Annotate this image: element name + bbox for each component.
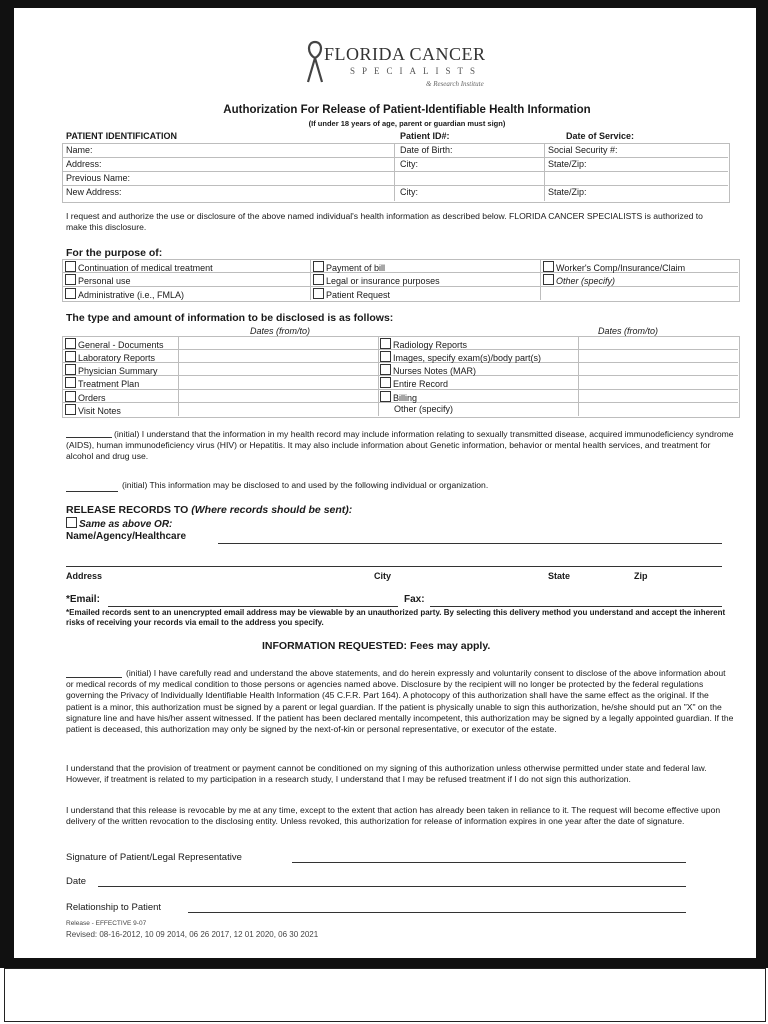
initial-2-statement: (initial) This information may be disclosed to and used by the following individual or organization. — [122, 480, 489, 490]
info-type-header: The type and amount of information to be disclosed is as follows: — [66, 312, 394, 324]
date-input[interactable] — [98, 886, 686, 887]
checkbox[interactable] — [65, 261, 76, 272]
checkbox[interactable] — [65, 351, 76, 362]
form-title: Authorization For Release of Patient-Identifiable Health Information — [223, 104, 591, 116]
release-address-label: Address — [66, 571, 103, 581]
release-city-label: City — [374, 571, 392, 581]
info-physician-summary[interactable]: Physician Summary — [65, 364, 158, 376]
info-laboratory[interactable]: Laboratory Reports — [65, 351, 155, 363]
revised-note: Revised: 08-16-2012, 10 09 2014, 06 26 2017, 12 01 2020, 06 30 2021 — [66, 930, 319, 939]
checkbox[interactable] — [380, 391, 391, 402]
checkbox[interactable] — [66, 517, 77, 528]
relationship-label: Relationship to Patient — [66, 902, 162, 913]
signature-label: Signature of Patient/Legal Representative — [66, 852, 242, 863]
company-logo — [304, 36, 524, 96]
same-as-above-option[interactable]: Same as above OR: — [66, 517, 172, 530]
checkbox[interactable] — [380, 351, 391, 362]
new-address-field[interactable]: New Address: — [66, 187, 122, 197]
info-requested-heading: INFORMATION REQUESTED: Fees may apply. — [262, 640, 491, 652]
checkbox[interactable] — [65, 338, 76, 349]
release-header: RELEASE RECORDS TO (Where records should be sent): — [66, 504, 353, 516]
checkbox[interactable] — [380, 377, 391, 388]
checkbox[interactable] — [65, 274, 76, 285]
address-field[interactable]: Address: — [66, 159, 102, 169]
name-agency-label: Name/Agency/Healthcare — [66, 531, 187, 542]
next-page-edge — [4, 968, 766, 1022]
purpose-personal[interactable]: Personal use — [65, 274, 131, 286]
consent-statement: (initial) I have carefully read and understand the above statements, and do herein expressly and voluntarily consent to disclose of the above information about or medical records of my medical condition to those persons or agencies named above. Disclosure by the recipient will no longer be protected by the federal regulations governing the Privacy of Individually Identifiable Health Information (45 C.F.R. Part 164). A photocopy of this authorization shall have the same effect as the original. If the patient is a minor, this authorization must be signed by a parent or legal guardian. If the patient is physically unable to sign this authorization, he/she should put an "X" on the signature line and have his/her assent witnessed. If the patient has been declared mentally incompetent, this authorization may be signed by a legally appointed guardian. If the patient is deceased, this authorization may only be signed by the next-of-kin or personal representative, or executor of the estate. — [66, 668, 734, 735]
ribbon-icon — [304, 38, 326, 84]
scan-border-bottom — [0, 958, 768, 968]
authorization-statement: I request and authorize the use or disclosure of the above named individual's health information as described below. FLORIDA CANCER SPECIALISTS is authorized to make this disclosure. — [66, 211, 703, 233]
date-of-service-label: Date of Service: — [566, 131, 635, 141]
checkbox[interactable] — [65, 364, 76, 375]
scan-border-left — [0, 0, 14, 960]
info-orders[interactable]: Orders — [65, 391, 106, 403]
email-input[interactable] — [108, 606, 398, 607]
checkbox[interactable] — [313, 261, 324, 272]
checkbox[interactable] — [65, 288, 76, 299]
purpose-header: For the purpose of: — [66, 247, 163, 259]
purpose-workers-comp[interactable]: Worker's Comp/Insurance/Claim — [543, 261, 685, 273]
ssn-field[interactable]: Social Security #: — [548, 145, 618, 155]
checkbox[interactable] — [65, 391, 76, 402]
effective-note: Release - EFFECTIVE 9-07 — [66, 920, 147, 927]
scan-border-right — [756, 0, 768, 960]
name-agency-input[interactable] — [218, 543, 722, 544]
checkbox[interactable] — [543, 274, 554, 285]
dates-label-right: Dates (from/to) — [598, 326, 659, 336]
email-label: *Email: — [66, 594, 100, 605]
new-city-field[interactable]: City: — [400, 187, 418, 197]
purpose-legal[interactable]: Legal or insurance purposes — [313, 274, 440, 286]
checkbox[interactable] — [313, 274, 324, 285]
checkbox[interactable] — [380, 364, 391, 375]
logo-sub: SPECIALISTS — [350, 66, 483, 76]
release-state-label: State — [548, 571, 571, 581]
info-radiology[interactable]: Radiology Reports — [380, 338, 467, 350]
fax-input[interactable] — [430, 606, 722, 607]
scan-border-top — [0, 0, 768, 8]
logo-brand: FLORIDA CANCER — [324, 44, 486, 64]
new-state-zip-field[interactable]: State/Zip: — [548, 187, 587, 197]
address-input-line[interactable] — [66, 566, 722, 567]
name-field[interactable]: Name: — [66, 145, 93, 155]
purpose-other[interactable]: Other (specify) — [543, 274, 615, 286]
state-zip-field[interactable]: State/Zip: — [548, 159, 587, 169]
signature-input[interactable] — [292, 862, 686, 863]
date-label: Date — [66, 876, 87, 887]
checkbox[interactable] — [543, 261, 554, 272]
checkbox[interactable] — [313, 288, 324, 299]
dob-field[interactable]: Date of Birth: — [400, 145, 453, 155]
info-treatment-plan[interactable]: Treatment Plan — [65, 377, 139, 389]
revocation-statement: I understand that this release is revocable by me at any time, except to the extent that action has already been taken in reliance to it. The request will become effective upon delivery of the written revocation to the disclosing entity. Unless revoked, this authorization for release of information expires in one year after the date of signature. — [66, 805, 721, 827]
checkbox[interactable] — [65, 377, 76, 388]
info-billing[interactable]: Billing — [380, 391, 417, 403]
form-subtitle: (If under 18 years of age, parent or guardian must sign) — [308, 119, 506, 128]
purpose-continuation[interactable]: Continuation of medical treatment — [65, 261, 213, 273]
relationship-input[interactable] — [188, 912, 686, 913]
initial-2-line[interactable] — [66, 491, 118, 492]
patient-id-grid — [62, 143, 730, 203]
info-nurses-notes[interactable]: Nurses Notes (MAR) — [380, 364, 476, 376]
patient-id-label: Patient ID#: — [400, 131, 450, 141]
purpose-administrative[interactable]: Administrative (i.e., FMLA) — [65, 288, 184, 300]
purpose-payment[interactable]: Payment of bill — [313, 261, 385, 273]
checkbox[interactable] — [65, 404, 76, 415]
form-page — [22, 10, 752, 956]
info-entire-record[interactable]: Entire Record — [380, 377, 448, 389]
email-warning: *Emailed records sent to an unencrypted email address may be viewable by an unauthorized party. By selecting this delivery method you understand and accept the inherent risks of receiving your records via email to the address you specify. — [66, 608, 726, 627]
conditioning-statement: I understand that the provision of treatment or payment cannot be conditioned on my signing of this authorization unless otherwise permitted under state and federal law. However, if treatment is related to my participation in a research study, I understand that I may be refused treatment if I do not sign this authorization. — [66, 763, 707, 785]
patient-id-header: PATIENT IDENTIFICATION — [66, 131, 177, 141]
info-general[interactable]: General - Documents — [65, 338, 164, 350]
initial-1-statement: (initial) I understand that the information in my health record may include information relating to sexually transmitted disease, acquired immunodeficiency syndrome (AIDS), human immunodeficiency virus (HIV) or Hepatitis. It may also include information about Genetic information, behavior or mental health services, and treatment for alcohol and drug use. — [66, 429, 734, 462]
previous-name-field[interactable]: Previous Name: — [66, 173, 131, 183]
fax-label: Fax: — [404, 594, 425, 605]
info-other[interactable]: Other (specify) — [394, 404, 454, 414]
release-zip-label: Zip — [634, 571, 648, 581]
logo-institute: & Research Institute — [426, 80, 484, 88]
info-visit-notes[interactable]: Visit Notes — [65, 404, 121, 416]
purpose-patient-request[interactable]: Patient Request — [313, 288, 390, 300]
info-images[interactable]: Images, specify exam(s)/body part(s) — [380, 351, 541, 363]
city-field[interactable]: City: — [400, 159, 418, 169]
dates-label-left: Dates (from/to) — [250, 326, 311, 336]
checkbox[interactable] — [380, 338, 391, 349]
